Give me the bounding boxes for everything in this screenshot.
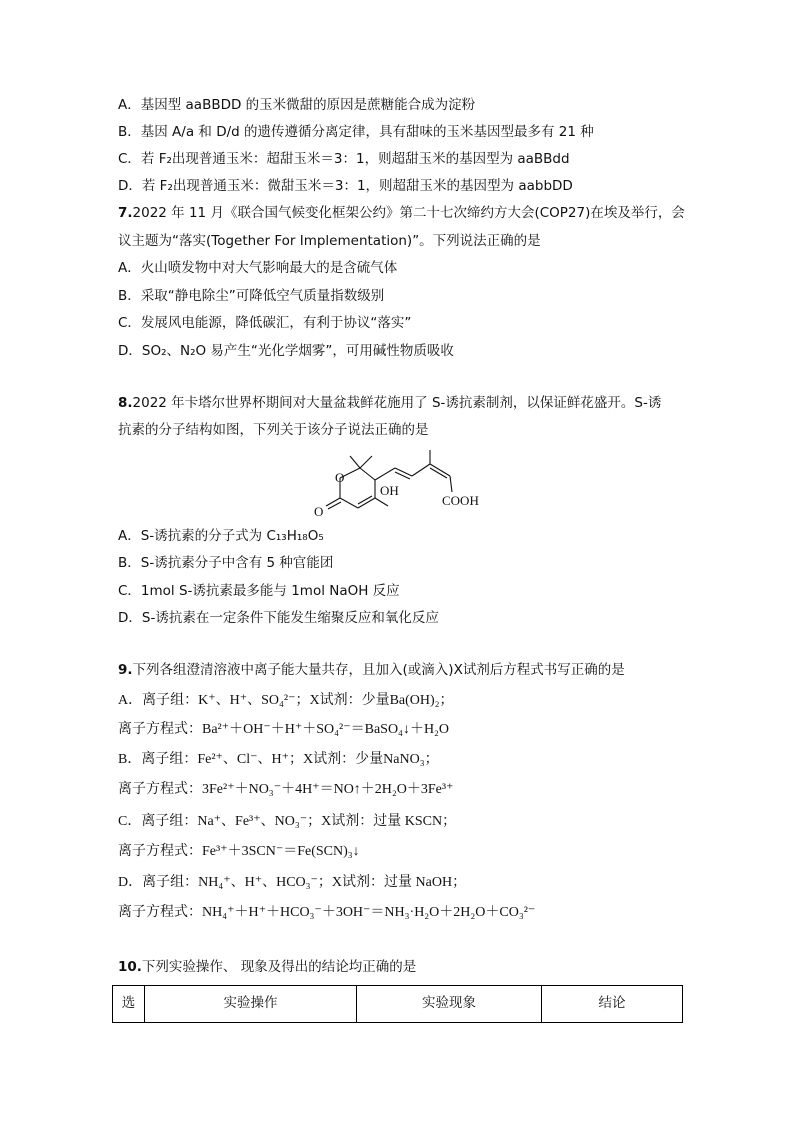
s-abscisic-acid-structure xyxy=(300,450,500,520)
q8-stem-text: 2022 年卡塔尔世界杯期间对大量盆栽鲜花施用了 S-诱抗素制剂，以保证鲜花盛开。S-诱 xyxy=(132,395,662,411)
q6-option-c: C．若 F₂出现普通玉米：超甜玉米＝3：1，则超甜玉米的基因型为 aaBBdd xyxy=(118,151,570,167)
carboxyl-label: COOH xyxy=(442,493,479,508)
table-header-phenomenon: 实验现象 xyxy=(357,986,542,1023)
q7-option-c: C．发展风电能源，降低碳汇，有利于协议“落实” xyxy=(118,315,412,331)
q9-option-b-equation: 离子方程式：3Fe²⁺＋NO₃⁻＋4H⁺＝NO↑＋2H₂O＋3Fe³⁺ xyxy=(118,782,454,797)
hydroxyl-label: OH xyxy=(380,483,399,498)
ketone-oxygen-label: O xyxy=(314,504,324,519)
q9-option-d-equation: 离子方程式：NH₄⁺＋H⁺＋HCO₃⁻＋3OH⁻＝NH₃·H₂O＋2H₂O＋CO₃²⁻ xyxy=(118,905,536,920)
q8-option-b: B．S-诱抗素分子中含有 5 种官能团 xyxy=(118,555,334,571)
q7-number: 7. xyxy=(118,205,133,221)
q7-option-d: D．SO₂、N₂O 易产生“光化学烟雾”，可用碱性物质吸收 xyxy=(118,343,454,359)
q7-stem-line2: 议主题为“落实(Together For Implementation)”。下列说法正确的是 xyxy=(118,233,541,249)
q6-option-a: A．基因型 aaBBDD 的玉米微甜的原因是蔗糖能合成为淀粉 xyxy=(118,97,476,113)
q8-option-a: A．S-诱抗素的分子式为 C₁₃H₁₈O₅ xyxy=(118,528,324,544)
q8-option-d: D．S-诱抗素在一定条件下能发生缩聚反应和氧化反应 xyxy=(118,610,439,626)
q10-stem xyxy=(118,958,416,976)
q8-option-c: C．1mol S-诱抗素最多能与 1mol NaOH 反应 xyxy=(118,583,400,599)
q6-option-d: D．若 F₂出现普通玉米：微甜玉米＝3：1，则超甜玉米的基因型为 aabbDD xyxy=(118,178,573,194)
q9-option-a-equation: 离子方程式：Ba²⁺＋OH⁻＋H⁺＋SO₄²⁻＝BaSO₄↓＋H₂O xyxy=(118,722,450,737)
q8-number: 8. xyxy=(118,395,133,411)
q9-stem xyxy=(118,661,625,679)
q7-option-b: B．采取“静电除尘”可降低空气质量指数级别 xyxy=(118,288,385,304)
q9-option-c-ions: C．离子组：Na⁺、Fe³⁺、NO₃⁻；X试剂：过量 KSCN； xyxy=(118,814,457,829)
q9-option-a-ions: A．离子组：K⁺、H⁺、SO₄²⁻；X试剂：少量Ba(OH)₂； xyxy=(118,693,454,708)
q6-option-b: B．基因 A/a 和 D/d 的遗传遵循分离定律，具有甜味的玉米基因型最多有 21 种 xyxy=(118,124,594,140)
q9-option-b-ions: B．离子组：Fe²⁺、Cl⁻、H⁺；X试剂：少量NaNO₃； xyxy=(118,752,439,767)
table-header-row xyxy=(113,986,683,1023)
q10-number: 10. xyxy=(118,959,142,975)
q7-stem-line1 xyxy=(118,204,685,222)
q10-stem-text: 下列实验操作、 现象及得出的结论均正确的是 xyxy=(141,959,417,975)
q9-number: 9. xyxy=(118,662,133,678)
ring-oxygen-label: O xyxy=(335,470,345,485)
table-header-option: 选 xyxy=(113,986,145,1023)
table-header-conclusion: 结论 xyxy=(542,986,683,1023)
q7-option-a: A．火山喷发物中对大气影响最大的是含硫气体 xyxy=(118,260,398,276)
q9-stem-text: 下列各组澄清溶液中离子能大量共存，且加入(或滴入)X试剂后方程式书写正确的是 xyxy=(132,662,625,678)
q8-stem-line1 xyxy=(118,394,661,412)
q10-table xyxy=(112,985,683,1023)
q9-option-d-ions: D．离子组：NH₄⁺、H⁺、HCO₃⁻；X试剂：过量 NaOH； xyxy=(118,875,467,890)
q8-stem-line2: 抗素的分子结构如图，下列关于该分子说法正确的是 xyxy=(118,422,429,438)
q7-stem-text: 2022 年 11 月《联合国气候变化框架公约》第二十七次缔约方大会(COP27)在埃及举行，会 xyxy=(132,205,685,221)
q9-option-c-equation: 离子方程式：Fe³⁺＋3SCN⁻＝Fe(SCN)₃↓ xyxy=(118,844,360,859)
table-header-operation: 实验操作 xyxy=(145,986,357,1023)
